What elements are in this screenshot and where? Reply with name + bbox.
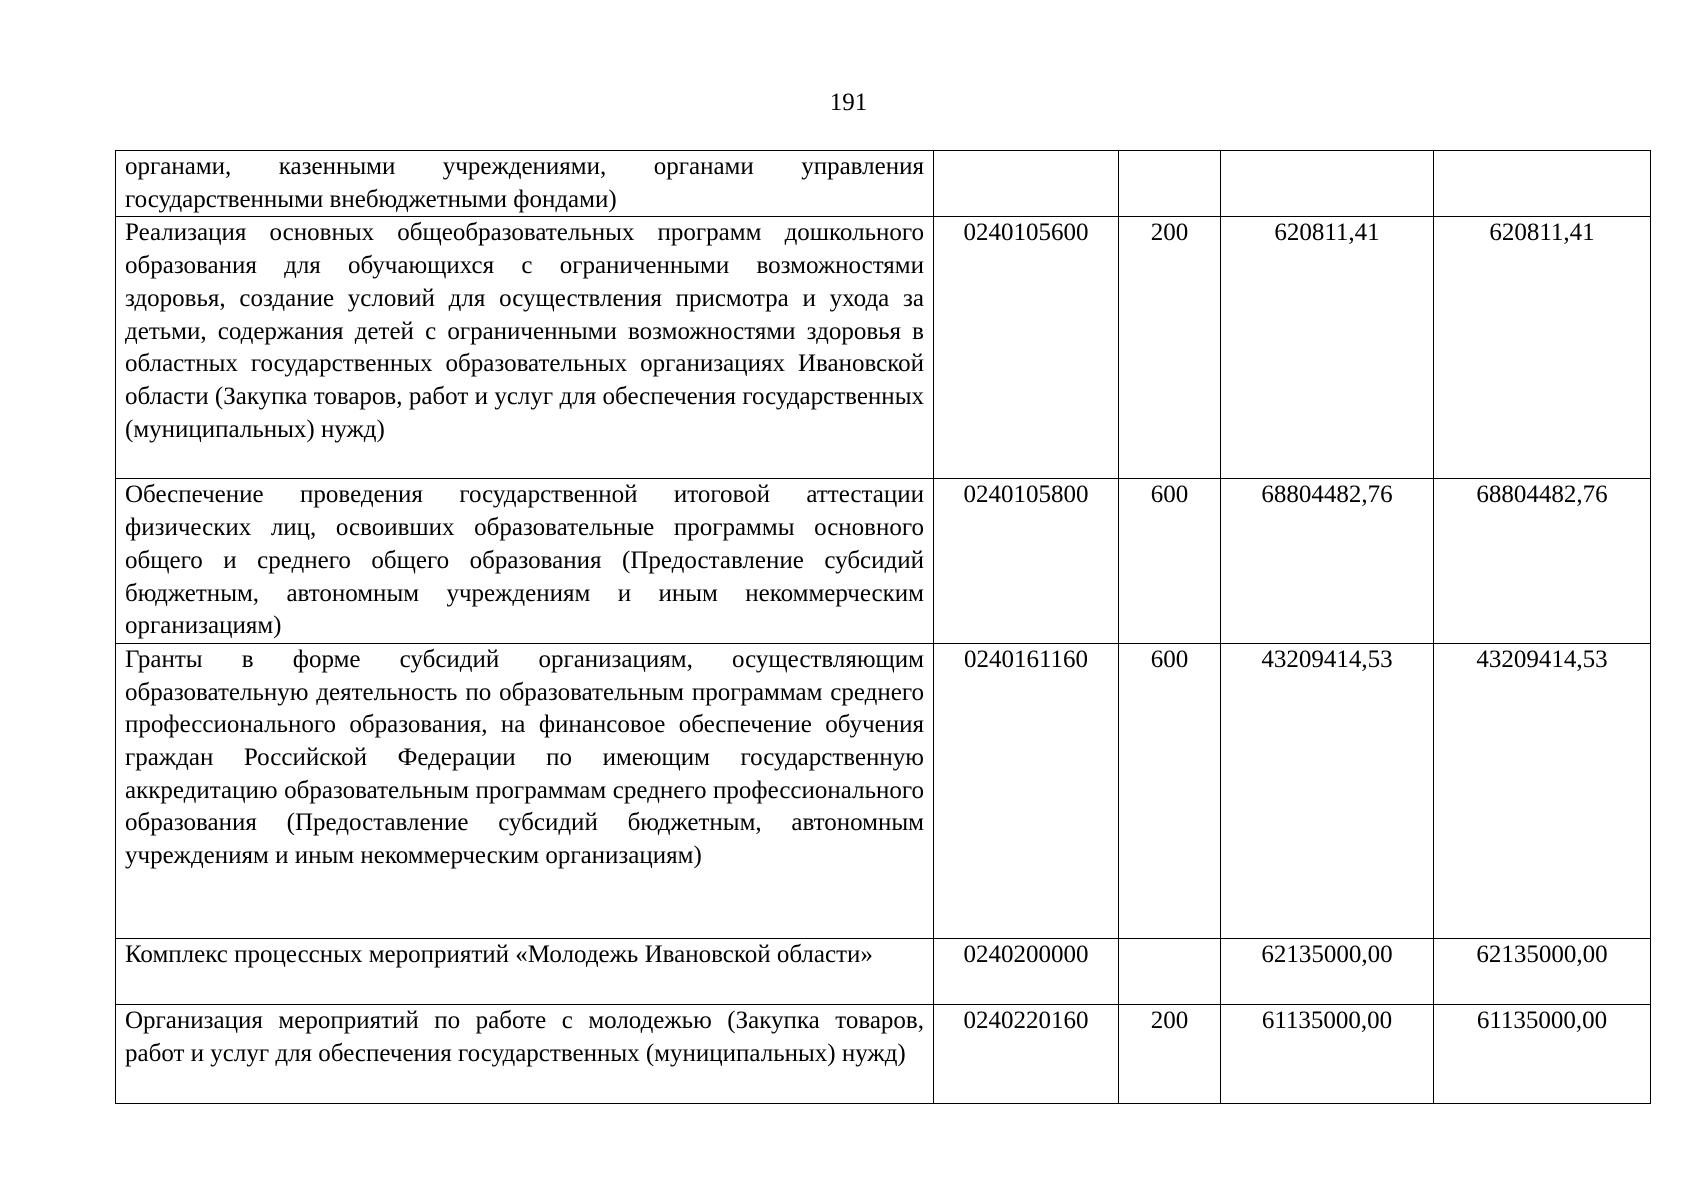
row-amount-1: 68804482,76 [1221, 479, 1434, 644]
table-row [116, 643, 1651, 938]
row-expense-type: 600 [1119, 643, 1221, 938]
row-description: Организация мероприятий по работе с молодежью (Закупка товаров, работ и услуг для обеспечения государственных (муниципальных) нужд) [116, 1004, 934, 1103]
row-expense-type: 200 [1119, 217, 1221, 479]
row-amount-1: 43209414,53 [1221, 643, 1434, 938]
row-description: Комплекс процессных мероприятий «Молодежь Ивановской области» [116, 938, 934, 1004]
row-target-code: 0240220160 [934, 1004, 1119, 1103]
row-amount-2: 61135000,00 [1434, 1004, 1651, 1103]
row-target-code: 0240105800 [934, 479, 1119, 644]
row-description: Обеспечение проведения государственной итоговой аттестации физических лиц, освоивших образовательные программы основного общего и среднего общего образования (Предоставление субсидий бюджетным, автономным учреждениям и иным некоммерческим организациям) [116, 479, 934, 644]
page-number: 191 [829, 89, 868, 116]
row-target-code: 0240200000 [934, 938, 1119, 1004]
row-description: Реализация основных общеобразовательных программ дошкольного образования для обучающихся с ограниченными возможностями здоровья, создание условий для осуществления присмотра и ухода за детьми, содержания детей с ограниченными возможностями здоровья в областных государственных образовательных организациях Ивановской области (Закупка товаров, работ и услуг для обеспечения государственных (муниципальных) нужд) [116, 217, 934, 479]
row-description: органами, казенными учреждениями, органами управления государственными внебюджетными фондами) [116, 151, 934, 217]
table-row [116, 938, 1651, 1004]
row-description: Гранты в форме субсидий организациям, осуществляющим образовательную деятельность по образовательным программам среднего профессионального образования, на финансовое обеспечение обучения граждан Российской Федерации по имеющим государственную аккредитацию образовательным программам среднего профессионального образования (Предоставление субсидий бюджетным, автономным учреждениям и иным некоммерческим организациям) [116, 643, 934, 938]
row-target-code: 0240161160 [934, 643, 1119, 938]
row-amount-1: 62135000,00 [1221, 938, 1434, 1004]
row-amount-2: 68804482,76 [1434, 479, 1651, 644]
row-amount-2 [1434, 151, 1651, 217]
row-expense-type: 600 [1119, 479, 1221, 644]
row-amount-2: 62135000,00 [1434, 938, 1651, 1004]
row-amount-1 [1221, 151, 1434, 217]
row-amount-1: 61135000,00 [1221, 1004, 1434, 1103]
row-expense-type: 200 [1119, 1004, 1221, 1103]
budget-table [115, 150, 1651, 1104]
row-target-code: 0240105600 [934, 217, 1119, 479]
row-target-code [934, 151, 1119, 217]
table-row [116, 151, 1651, 217]
row-expense-type [1119, 151, 1221, 217]
table-row [116, 217, 1651, 479]
table-row [116, 479, 1651, 644]
row-amount-2: 43209414,53 [1434, 643, 1651, 938]
row-expense-type [1119, 938, 1221, 1004]
table-row [116, 1004, 1651, 1103]
row-amount-2: 620811,41 [1434, 217, 1651, 479]
row-amount-1: 620811,41 [1221, 217, 1434, 479]
